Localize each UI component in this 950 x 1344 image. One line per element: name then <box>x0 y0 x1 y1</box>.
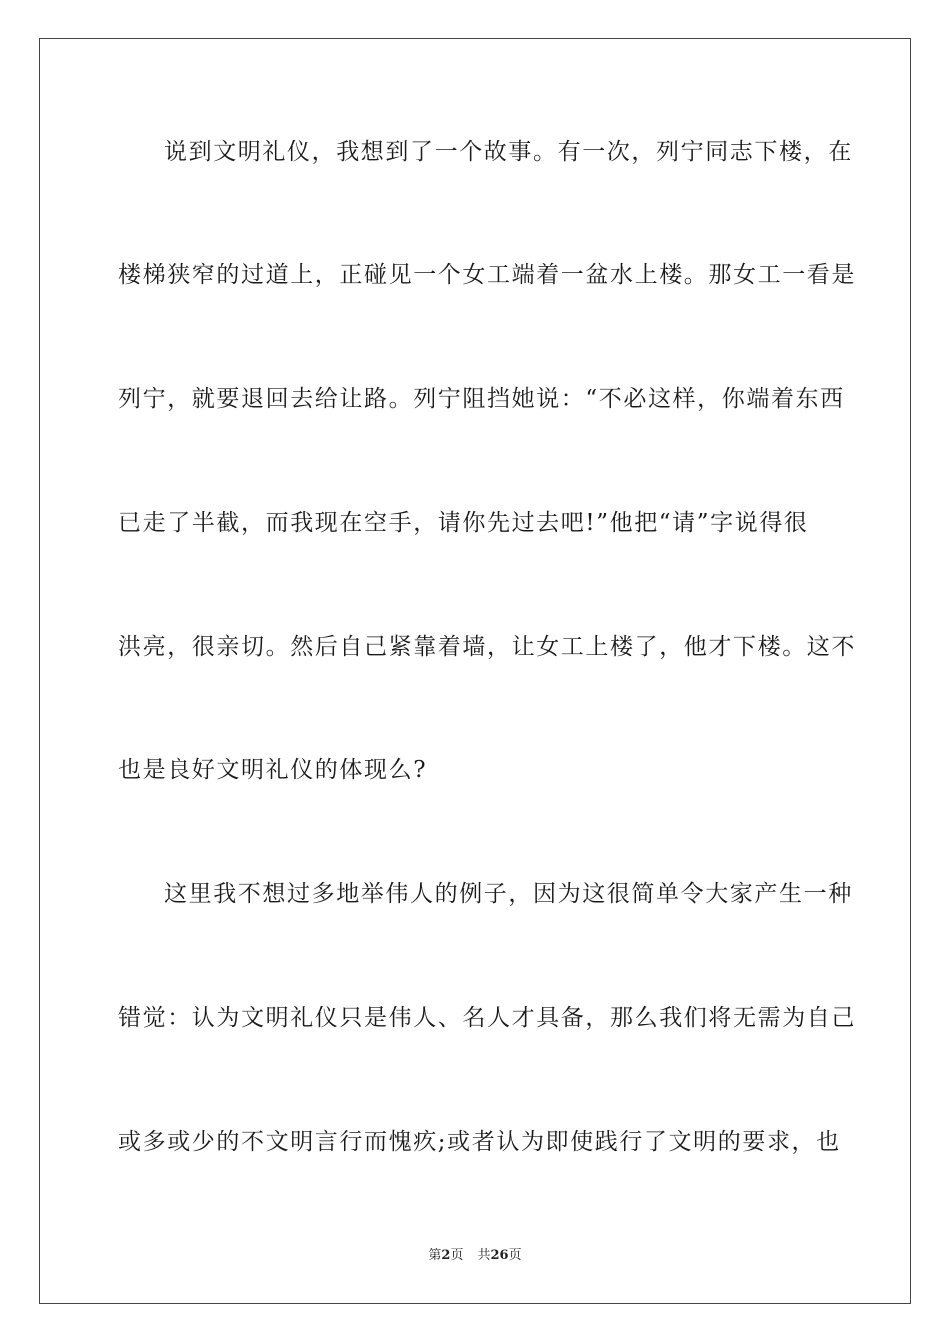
page-unit: 页 <box>450 1248 464 1263</box>
paragraph-1-line-5: 洪亮，很亲切。然后自己紧靠着墙，让女工上楼了，他才下楼。这不 <box>118 634 856 660</box>
page-border <box>39 38 911 1304</box>
paragraph-1-line-4: 已走了半截，而我现在空手，请你先过去吧!”他把“请”字说得很 <box>118 510 809 536</box>
total-pages: 26 <box>490 1248 509 1263</box>
paragraph-2-line-1: 这里我不想过多地举伟人的例子，因为这很简单令大家产生一种 <box>164 881 853 907</box>
paragraph-1-line-1: 说到文明礼仪，我想到了一个故事。有一次，列宁同志下楼，在 <box>164 139 853 165</box>
page-prefix: 第 <box>428 1248 442 1263</box>
page-number: 2 <box>441 1248 451 1263</box>
total-prefix: 共 <box>477 1248 491 1263</box>
total-unit: 页 <box>508 1248 522 1263</box>
paragraph-1-line-6: 也是良好文明礼仪的体现么? <box>118 757 428 783</box>
paragraph-1-line-2: 楼梯狭窄的过道上，正碰见一个女工端着一盆水上楼。那女工一看是 <box>118 262 856 288</box>
paragraph-2-line-2: 错觉：认为文明礼仪只是伟人、名人才具备，那么我们将无需为自己 <box>118 1005 856 1031</box>
paragraph-1-line-3: 列宁，就要退回去给让路。列宁阻挡她说：“不必这样，你端着东西 <box>118 386 845 412</box>
paragraph-2-line-3: 或多或少的不文明言行而愧疚;或者认为即使践行了文明的要求，也 <box>118 1129 841 1155</box>
page-footer <box>0 1247 950 1265</box>
